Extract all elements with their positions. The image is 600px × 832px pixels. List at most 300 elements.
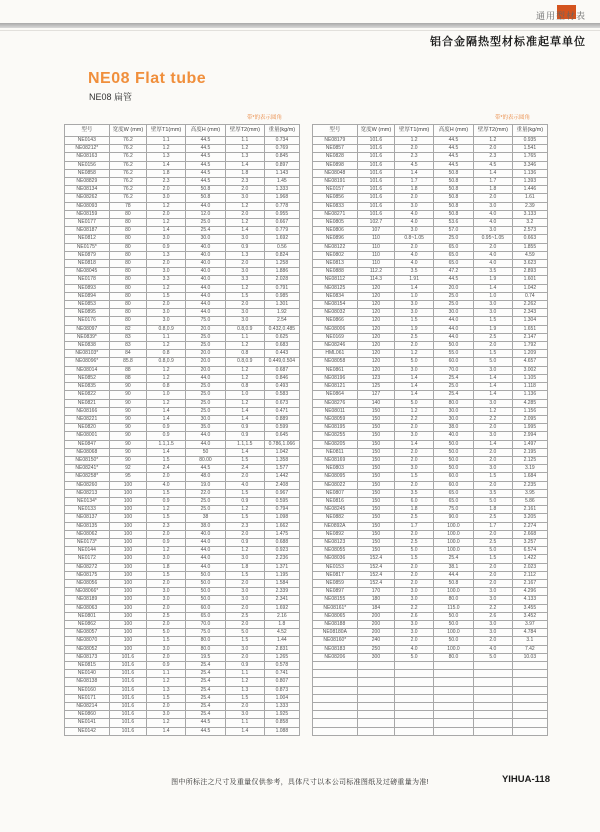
cell: 2.0 xyxy=(473,448,512,456)
table-row xyxy=(65,579,300,587)
cell: 1.7 xyxy=(395,522,434,530)
cell: 80 xyxy=(109,268,147,276)
cell: 110 xyxy=(357,251,395,259)
cell: 2.5 xyxy=(473,514,512,522)
cell: 4.0 xyxy=(395,260,434,268)
cell: 1.2 xyxy=(225,506,264,514)
right-profile-table xyxy=(312,124,548,736)
cell: 107 xyxy=(357,227,395,235)
cell: 90 xyxy=(109,432,147,440)
cell: 44.0 xyxy=(186,538,226,546)
cell: NE08095 xyxy=(313,473,358,481)
cell: NE0178 xyxy=(65,276,110,284)
cell: 44.0 xyxy=(186,432,226,440)
table-row xyxy=(313,276,548,284)
cell: 1.4 xyxy=(395,383,434,391)
column-header: 壁厚T1(mm) xyxy=(147,125,186,137)
empty-cell xyxy=(313,670,358,678)
cell: 2.5 xyxy=(395,538,434,546)
cell: 44.5 xyxy=(186,137,226,145)
cell: 44.0 xyxy=(186,284,226,292)
cell: 100 xyxy=(109,588,147,596)
cell: 0.9 xyxy=(225,497,264,505)
cell: 4.5 xyxy=(473,161,512,169)
cell: 1.92 xyxy=(264,309,299,317)
cell: NE08135 xyxy=(65,522,110,530)
cell: 50 xyxy=(186,448,226,456)
cell: 150 xyxy=(357,530,395,538)
cell: 3.0 xyxy=(395,227,434,235)
table-row xyxy=(313,432,548,440)
cell: 5.0 xyxy=(473,497,512,505)
cell: NE08134 xyxy=(65,186,110,194)
table-row xyxy=(313,219,548,227)
cell: 2.5 xyxy=(395,514,434,522)
table-row xyxy=(313,358,548,366)
table-row xyxy=(65,333,300,341)
cell: NE0859 xyxy=(313,579,358,587)
cell: 25.4 xyxy=(434,555,474,563)
cell: NE08045 xyxy=(65,268,110,276)
cell: 20.0 xyxy=(434,284,474,292)
cell: 50.0 xyxy=(434,612,474,620)
cell: 83 xyxy=(109,342,147,350)
cell: 0.599 xyxy=(264,424,299,432)
cell: 100.0 xyxy=(434,522,474,530)
cell: 100.0 xyxy=(434,588,474,596)
cell: 100 xyxy=(109,555,147,563)
cell: NE0894 xyxy=(65,292,110,300)
cell: 1.258 xyxy=(264,260,299,268)
cell: 0.471 xyxy=(264,407,299,415)
table-row xyxy=(313,448,548,456)
cell: 2.0 xyxy=(473,571,512,579)
cell: 1.9 xyxy=(395,325,434,333)
cell: 2.5 xyxy=(473,538,512,546)
cell: 3.0 xyxy=(473,432,512,440)
cell: 2.0 xyxy=(473,637,512,645)
cell: 25.0 xyxy=(186,383,226,391)
table-row xyxy=(313,424,548,432)
cell: NE08214 xyxy=(65,703,110,711)
table-row xyxy=(313,530,548,538)
cell: 0.578 xyxy=(264,662,299,670)
cell: 50.0 xyxy=(434,448,474,456)
cell: 2.0 xyxy=(147,604,186,612)
cell: 35.0 xyxy=(186,424,226,432)
cell: 80.00 xyxy=(186,456,226,464)
cell: NE08166 xyxy=(65,407,110,415)
cell: 1.2 xyxy=(147,219,186,227)
table-row xyxy=(313,309,548,317)
cell: 44.0 xyxy=(186,555,226,563)
cell: 150 xyxy=(357,407,395,415)
table-row xyxy=(313,161,548,169)
cell: 1.4 xyxy=(225,448,264,456)
cell: 1.3 xyxy=(147,686,186,694)
cell: 44.0 xyxy=(186,309,226,317)
cell: 1.2 xyxy=(147,366,186,374)
cell: 2.195 xyxy=(512,448,547,456)
cell: 2.0 xyxy=(147,530,186,538)
cell: NE0153 xyxy=(313,563,358,571)
cell: 100 xyxy=(109,563,147,571)
cell: 1.4 xyxy=(225,227,264,235)
table-row xyxy=(65,374,300,382)
cell: 1.4 xyxy=(473,374,512,382)
cell: 1.265 xyxy=(264,653,299,661)
cell: 25.0 xyxy=(434,235,474,243)
cell: NE0813 xyxy=(313,260,358,268)
cell: 100 xyxy=(109,612,147,620)
cell: 1.333 xyxy=(264,186,299,194)
table-row xyxy=(65,686,300,694)
cell: 1.2 xyxy=(225,219,264,227)
cell: 25.4 xyxy=(186,686,226,694)
cell: 0.794 xyxy=(264,506,299,514)
table-row xyxy=(313,563,548,571)
cell: 3.0 xyxy=(473,620,512,628)
empty-cell xyxy=(313,719,358,727)
cell: 0.625 xyxy=(264,333,299,341)
cell: 2.0 xyxy=(473,243,512,251)
cell: 0.873 xyxy=(264,686,299,694)
cell: NE08260 xyxy=(65,481,110,489)
cell: 1.577 xyxy=(264,465,299,473)
cell: NE08123 xyxy=(313,538,358,546)
table-row xyxy=(65,407,300,415)
cell: 50.0 xyxy=(434,456,474,464)
cell: 1.5 xyxy=(225,637,264,645)
table-row xyxy=(313,317,548,325)
cell: 100 xyxy=(109,645,147,653)
cell: 0.897 xyxy=(264,161,299,169)
cell: 80.0 xyxy=(434,399,474,407)
cell: NE08160* xyxy=(313,637,358,645)
cell: 0.935 xyxy=(512,137,547,145)
cell: NE0815 xyxy=(65,662,110,670)
cell: 100 xyxy=(109,481,147,489)
cell: 76.2 xyxy=(109,178,147,186)
cell: 50.0 xyxy=(434,620,474,628)
cell: 1.2 xyxy=(147,145,186,153)
cell: 30.0 xyxy=(186,235,226,243)
cell: 1.8 xyxy=(147,169,186,177)
cell: NE08062 xyxy=(65,530,110,538)
cell: 2.147 xyxy=(512,333,547,341)
cell: 2.0 xyxy=(473,481,512,489)
empty-cell xyxy=(313,694,358,702)
cell: 3.205 xyxy=(512,514,547,522)
cell: NE0141 xyxy=(65,719,110,727)
cell: 1.61 xyxy=(512,194,547,202)
cell: 1.475 xyxy=(264,530,299,538)
cell: 1.2 xyxy=(225,342,264,350)
cell: 2.235 xyxy=(512,481,547,489)
cell: 25.0 xyxy=(186,506,226,514)
cell: NE0812 xyxy=(65,235,110,243)
cell: 100.0 xyxy=(434,530,474,538)
cell: 2.0 xyxy=(473,424,512,432)
table-row xyxy=(65,571,300,579)
cell: 100 xyxy=(109,514,147,522)
cell: NE08155 xyxy=(313,596,358,604)
cell: 2.0 xyxy=(225,653,264,661)
cell: 78 xyxy=(109,202,147,210)
cell: 101.6 xyxy=(109,678,147,686)
cell: NE08070 xyxy=(65,637,110,645)
cell: 90.0 xyxy=(434,514,474,522)
cell: 1.1 xyxy=(225,137,264,145)
cell: 1.1,1.5 xyxy=(225,440,264,448)
cell: 1.422 xyxy=(512,555,547,563)
cell: 70.0 xyxy=(434,366,474,374)
cell: 3.133 xyxy=(512,210,547,218)
cell: 3.95 xyxy=(512,489,547,497)
cell: NE0817 xyxy=(313,571,358,579)
table-row xyxy=(313,629,548,637)
cell: 3.0 xyxy=(473,301,512,309)
empty-cell xyxy=(473,703,512,711)
table-row xyxy=(313,301,548,309)
table-row xyxy=(313,284,548,292)
cell: 75.0 xyxy=(186,629,226,637)
cell: 240 xyxy=(357,637,395,645)
cell: 1.1 xyxy=(147,670,186,678)
table-row xyxy=(65,251,300,259)
cell: 50.8 xyxy=(434,202,474,210)
empty-table-row xyxy=(313,694,548,702)
cell: 3.257 xyxy=(512,538,547,546)
cell: 50.8 xyxy=(434,178,474,186)
table-row xyxy=(313,440,548,448)
empty-cell xyxy=(512,662,547,670)
cell: 80 xyxy=(109,251,147,259)
cell: 101.6 xyxy=(109,727,147,735)
cell: 2.2 xyxy=(473,415,512,423)
cell: 2.095 xyxy=(512,415,547,423)
cell: 30.0 xyxy=(434,415,474,423)
cell: 1.5 xyxy=(225,694,264,702)
cell: NE08258* xyxy=(65,473,110,481)
table-row xyxy=(65,309,300,317)
cell: 2.54 xyxy=(264,317,299,325)
cell: NE08179 xyxy=(313,137,358,145)
cell: 100 xyxy=(109,530,147,538)
cell: NE08059 xyxy=(313,415,358,423)
empty-cell xyxy=(512,686,547,694)
cell: 1.692 xyxy=(264,235,299,243)
cell: 100 xyxy=(109,620,147,628)
cell: 0.8,0.9 xyxy=(225,325,264,333)
table-row xyxy=(313,645,548,653)
cell: 44.0 xyxy=(186,563,226,571)
cell: 80 xyxy=(109,243,147,251)
cell: 50.0 xyxy=(186,571,226,579)
cell: 3.0 xyxy=(395,465,434,473)
cell: 100 xyxy=(109,571,147,579)
cell: 2.125 xyxy=(512,456,547,464)
empty-table-row xyxy=(313,703,548,711)
cell: 1.143 xyxy=(264,169,299,177)
empty-cell xyxy=(357,719,395,727)
cell: 1.4 xyxy=(473,169,512,177)
empty-cell xyxy=(357,670,395,678)
cell: NE08055 xyxy=(313,547,358,555)
cell: 1.4 xyxy=(395,374,434,382)
cell: 100.0 xyxy=(434,629,474,637)
cell: 50.8 xyxy=(186,186,226,194)
cell: 101.6 xyxy=(357,186,395,194)
cell: 3.002 xyxy=(512,366,547,374)
table-row xyxy=(313,169,548,177)
table-row xyxy=(313,407,548,415)
cell: 1.9 xyxy=(473,276,512,284)
cell: 1.5 xyxy=(147,489,186,497)
table-row xyxy=(313,481,548,489)
table-row xyxy=(313,465,548,473)
cell: 3.0 xyxy=(395,596,434,604)
empty-cell xyxy=(313,703,358,711)
cell: 1.995 xyxy=(512,424,547,432)
cell: 120 xyxy=(357,309,395,317)
empty-cell xyxy=(395,703,434,711)
table-row xyxy=(65,161,300,169)
cell: NE08161* xyxy=(313,604,358,612)
table-row xyxy=(313,145,548,153)
cell: 4.784 xyxy=(512,629,547,637)
cell: 2.3 xyxy=(225,522,264,530)
cell: 0.8~1.05 xyxy=(395,235,434,243)
cell: 2.0 xyxy=(395,579,434,587)
header-small-title: 通用型材表 xyxy=(535,11,586,21)
table-row xyxy=(65,473,300,481)
cell: 3.0 xyxy=(147,588,186,596)
table-row xyxy=(65,383,300,391)
cell: 100 xyxy=(109,604,147,612)
cell: 1.2 xyxy=(225,547,264,555)
table-row xyxy=(313,399,548,407)
cell: 125 xyxy=(357,383,395,391)
cell: 1.5 xyxy=(473,350,512,358)
cell: 123 xyxy=(357,374,395,382)
cell: 101.6 xyxy=(109,719,147,727)
cell: 44.5 xyxy=(434,161,474,169)
empty-table-row xyxy=(313,719,548,727)
cell: 3.0 xyxy=(395,202,434,210)
cell: 101.6 xyxy=(109,694,147,702)
cell: 1.662 xyxy=(264,522,299,530)
cell: NE0171 xyxy=(65,694,110,702)
cell: 1.4 xyxy=(147,161,186,169)
empty-cell xyxy=(313,678,358,686)
cell: 3.0 xyxy=(225,596,264,604)
table-row xyxy=(313,506,548,514)
table-row xyxy=(65,415,300,423)
cell: NE0856 xyxy=(313,194,358,202)
cell: 60.0 xyxy=(186,604,226,612)
empty-cell xyxy=(357,678,395,686)
table-row xyxy=(313,653,548,661)
table-row xyxy=(65,243,300,251)
cell: 0.734 xyxy=(264,137,299,145)
table-row xyxy=(313,292,548,300)
cell: 100 xyxy=(109,547,147,555)
cell: 1.45 xyxy=(264,178,299,186)
cell: NE08221 xyxy=(65,415,110,423)
column-header: 壁厚T2(mm) xyxy=(225,125,264,137)
cell: 0.845 xyxy=(264,153,299,161)
cell: 1.9 xyxy=(473,325,512,333)
cell: 2.0 xyxy=(225,260,264,268)
cell: 25.0 xyxy=(186,219,226,227)
cell: 3.0 xyxy=(395,366,434,374)
table-header-row xyxy=(65,125,300,137)
empty-cell xyxy=(395,727,434,735)
cell: NE0143 xyxy=(65,137,110,145)
cell: 76.2 xyxy=(109,186,147,194)
cell: 1.886 xyxy=(264,268,299,276)
cell: 40.0 xyxy=(186,260,226,268)
cell: 2.0 xyxy=(147,620,186,628)
cell: 1.692 xyxy=(264,604,299,612)
cell: NE0144 xyxy=(65,547,110,555)
cell: 0.9 xyxy=(147,662,186,670)
cell: NE08169 xyxy=(313,456,358,464)
cell: 1.497 xyxy=(512,440,547,448)
header-divider-thin xyxy=(0,30,600,31)
cell: 1.1 xyxy=(225,670,264,678)
table-row xyxy=(65,440,300,448)
cell: 1.4 xyxy=(473,383,512,391)
cell: 1.2 xyxy=(147,284,186,292)
cell: 44.5 xyxy=(434,137,474,145)
cell: NE0818 xyxy=(65,260,110,268)
cell: 2.3 xyxy=(395,153,434,161)
table-row xyxy=(65,284,300,292)
cell: 150 xyxy=(357,440,395,448)
cell: 1.5 xyxy=(225,514,264,522)
cell: 2.4 xyxy=(225,465,264,473)
cell: 110 xyxy=(357,235,395,243)
cell: 25.0 xyxy=(186,391,226,399)
cell: 0.9 xyxy=(147,497,186,505)
table-row xyxy=(65,391,300,399)
empty-cell xyxy=(357,694,395,702)
cell: NE08196 xyxy=(313,374,358,382)
cell: 80 xyxy=(109,227,147,235)
cell: 1.601 xyxy=(512,276,547,284)
cell: NE0892 xyxy=(313,530,358,538)
table-row xyxy=(313,588,548,596)
cell: 20.0 xyxy=(186,358,226,366)
cell: NE08187 xyxy=(65,227,110,235)
cell: 30.0 xyxy=(186,415,226,423)
cell: 3.0 xyxy=(473,227,512,235)
cell: 2.339 xyxy=(264,588,299,596)
cell: 0.8,0.9 xyxy=(147,358,186,366)
cell: 1.5 xyxy=(395,317,434,325)
empty-cell xyxy=(434,694,474,702)
cell: 1.3 xyxy=(147,251,186,259)
cell: 0.493 xyxy=(264,383,299,391)
cell: 120 xyxy=(357,358,395,366)
cell: 3.0 xyxy=(225,588,264,596)
cell: 1.584 xyxy=(264,579,299,587)
table-row xyxy=(65,645,300,653)
cell: 1.4 xyxy=(225,407,264,415)
empty-cell xyxy=(313,711,358,719)
